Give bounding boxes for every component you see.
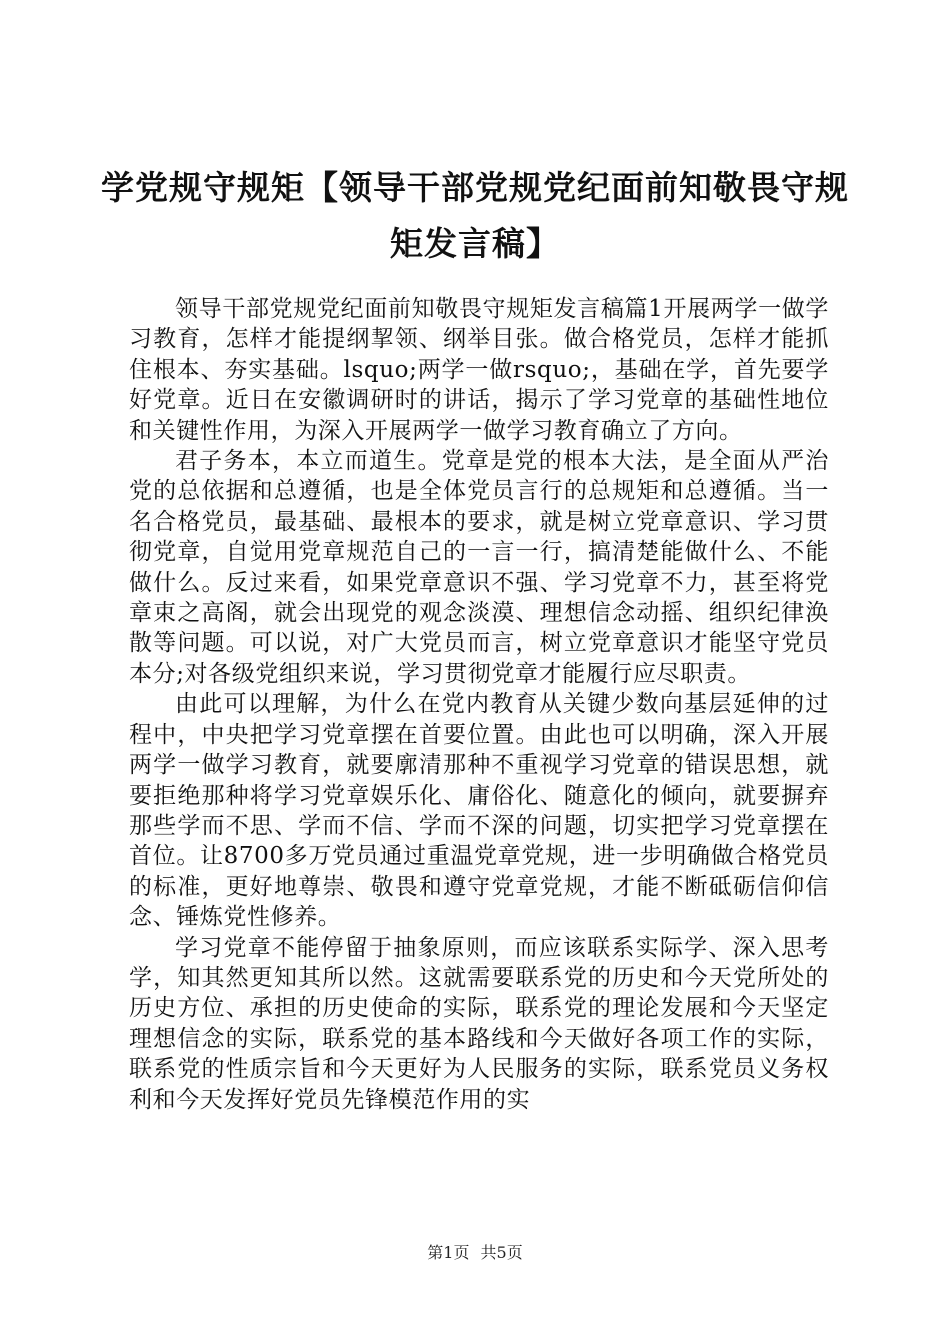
page-footer: [0, 1242, 950, 1264]
paragraph-1: 领导干部党规党纪面前知敬畏守规矩发言稿篇1开展两学一做学习教育，怎样才能提纲挈领、纲举目张。做合格党员，怎样才能抓住根本、夯实基础。lsquo;两学一做rsquo;，基础在学，首先要学好党章。近日在安徽调研时的讲话，揭示了学习党章的基础性地位和关键性作用，为深入开展两学一做学习教育确立了方向。: [129, 296, 829, 444]
document-title: 学党规守规矩【领导干部党规党纪面前知敬畏守规矩发言稿】: [101, 168, 849, 263]
paragraph-3: 由此可以理解，为什么在党内教育从关键少数向基层延伸的过程中，中央把学习党章摆在首要位置。由此也可以明确，深入开展两学一做学习教育，就要廓清那种不重视学习党章的错误思想，就要拒绝那种将学习党章娱乐化、庸俗化、随意化的倾向，就要摒弃那些学而不思、学而不信、学而不深的问题，切实把学习党章摆在首位。让8700多万党员通过重温党章党规，进一步明确做合格党员的标准，更好地尊崇、敬畏和遵守党章党规，才能不断砥砺信仰信念、锤炼党性修养。: [129, 691, 829, 931]
paragraph-4: 学习党章不能停留于抽象原则，而应该联系实际学、深入思考学，知其然更知其所以然。这就需要联系党的历史和今天党所处的历史方位、承担的历史使命的实际，联系党的理论发展和今天坚定理想信念的实际，联系党的基本路线和今天做好各项工作的实际，联系党的性质宗旨和今天更好为人民服务的实际，联系党员义务权利和今天发挥好党员先锋模范作用的实: [129, 934, 829, 1113]
document-body: [129, 294, 829, 1115]
page-number: 第1页: [427, 1243, 470, 1262]
paragraph-2: 君子务本，本立而道生。党章是党的根本大法，是全面从严治党的总依据和总遵循，也是全体党员言行的总规矩和总遵循。当一名合格党员，最基础、最根本的要求，就是树立党章意识、学习贯彻党章，自觉用党章规范自己的一言一行，搞清楚能做什么、不能做什么。反过来看，如果党章意识不强、学习党章不力，甚至将党章束之高阁，就会出现党的观念淡漠、理想信念动摇、组织纪律涣散等问题。可以说，对广大党员而言，树立党章意识才能坚守党员本分;对各级党组织来说，学习贯彻党章才能履行应尽职责。: [129, 448, 829, 687]
page-total: 共5页: [480, 1243, 523, 1262]
